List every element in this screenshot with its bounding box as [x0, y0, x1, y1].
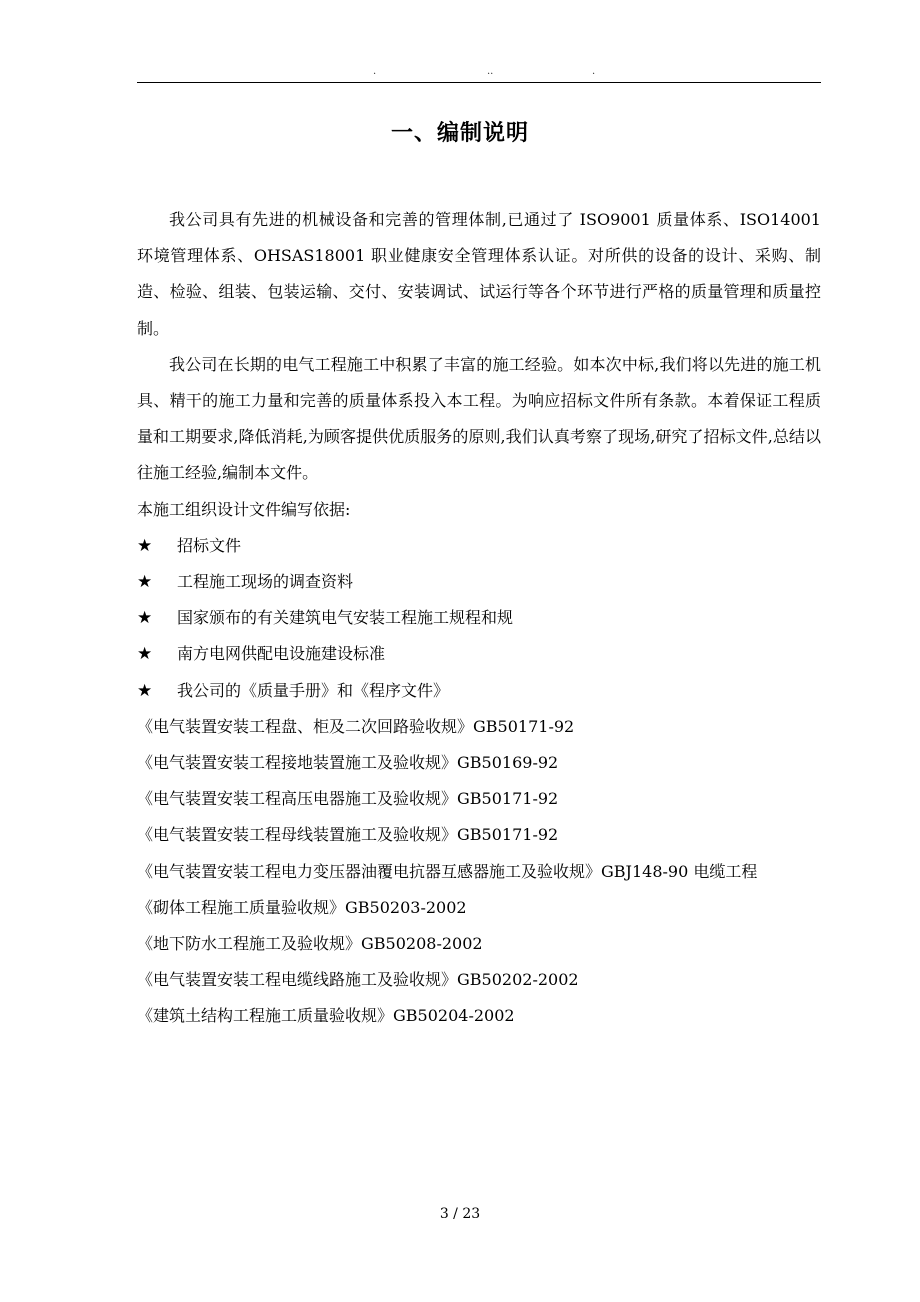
standard-reference: 《砌体工程施工质量验收规》GB50203-2002 — [137, 897, 467, 917]
standard-reference: 《电气装置安装工程接地装置施工及验收规》GB50169-92 — [137, 753, 559, 773]
standard-reference: 《电气装置安装工程电缆线路施工及验收规》GB50202-2002 — [137, 970, 579, 990]
paragraph: 我公司在长期的电气工程施工中积累了丰富的施工经验。如本次中标,我们将以先进的施工机具、精干的施工力量和完善的质量体系投入本工程。为响应招标文件所有条款。本着保证工程质量和工期要求,降低消耗,为顾客提供优质服务的原则,我们认真考察了现场,研究了招标文件,总结以往施工经验,编制本文件。 — [137, 354, 821, 483]
basis-intro: 本施工组织设计文件编写依据: — [137, 499, 351, 519]
bullet-item — [137, 564, 821, 600]
bullet-item — [137, 528, 821, 564]
bullet-text: 国家颁布的有关建筑电气安装工程施工规程和规 — [177, 608, 514, 628]
bullet-text: 工程施工现场的调查资料 — [177, 572, 354, 592]
bullet-text: 我公司的《质量手册》和《程序文件》 — [177, 680, 450, 700]
star-icon: ★ — [137, 644, 153, 665]
bullet-item — [137, 636, 821, 672]
standard-reference: 《电气装置安装工程盘、柜及二次回路验收规》GB50171-92 — [137, 716, 575, 736]
standard-reference: 《建筑土结构工程施工质量验收规》GB50204-2002 — [137, 1006, 515, 1026]
star-icon: ★ — [137, 680, 153, 701]
paragraph: 我公司具有先进的机械设备和完善的管理体制,已通过了 ISO9001 质量体系、ISO14001 环境管理体系、OHSAS18001 职业健康安全管理体系认证。对所供的设备的设计、采购、制造、检验、组装、包装运输、交付、安装调试、试运行等各个环节进行严格的质量管理和质量控制。 — [137, 210, 821, 338]
page-title: 一、编制说明 — [390, 121, 529, 146]
star-icon: ★ — [137, 535, 153, 556]
standard-reference: 《电气装置安装工程母线装置施工及验收规》GB50171-92 — [137, 825, 559, 845]
star-icon: ★ — [137, 608, 153, 629]
header-rule — [137, 82, 821, 83]
document-body — [137, 202, 821, 1035]
bullet-item — [137, 600, 821, 636]
page-number: 3 / 23 — [439, 1206, 481, 1222]
header-marks — [137, 66, 821, 80]
header-mark: . — [592, 66, 596, 77]
standard-reference: 《电气装置安装工程电力变压器油覆电抗器互感器施工及验收规》GBJ148-90 电缆工程 — [137, 861, 758, 881]
standard-reference: 《电气装置安装工程高压电器施工及验收规》GB50171-92 — [137, 789, 559, 809]
bullet-text: 南方电网供配电设施建设标准 — [177, 644, 386, 664]
bullet-item — [137, 673, 821, 709]
bullet-text: 招标文件 — [177, 535, 242, 555]
header-mark: . — [373, 66, 377, 77]
standard-reference: 《地下防水工程施工及验收规》GB50208-2002 — [137, 934, 483, 954]
star-icon: ★ — [137, 572, 153, 593]
header-mark: .. — [487, 66, 494, 77]
